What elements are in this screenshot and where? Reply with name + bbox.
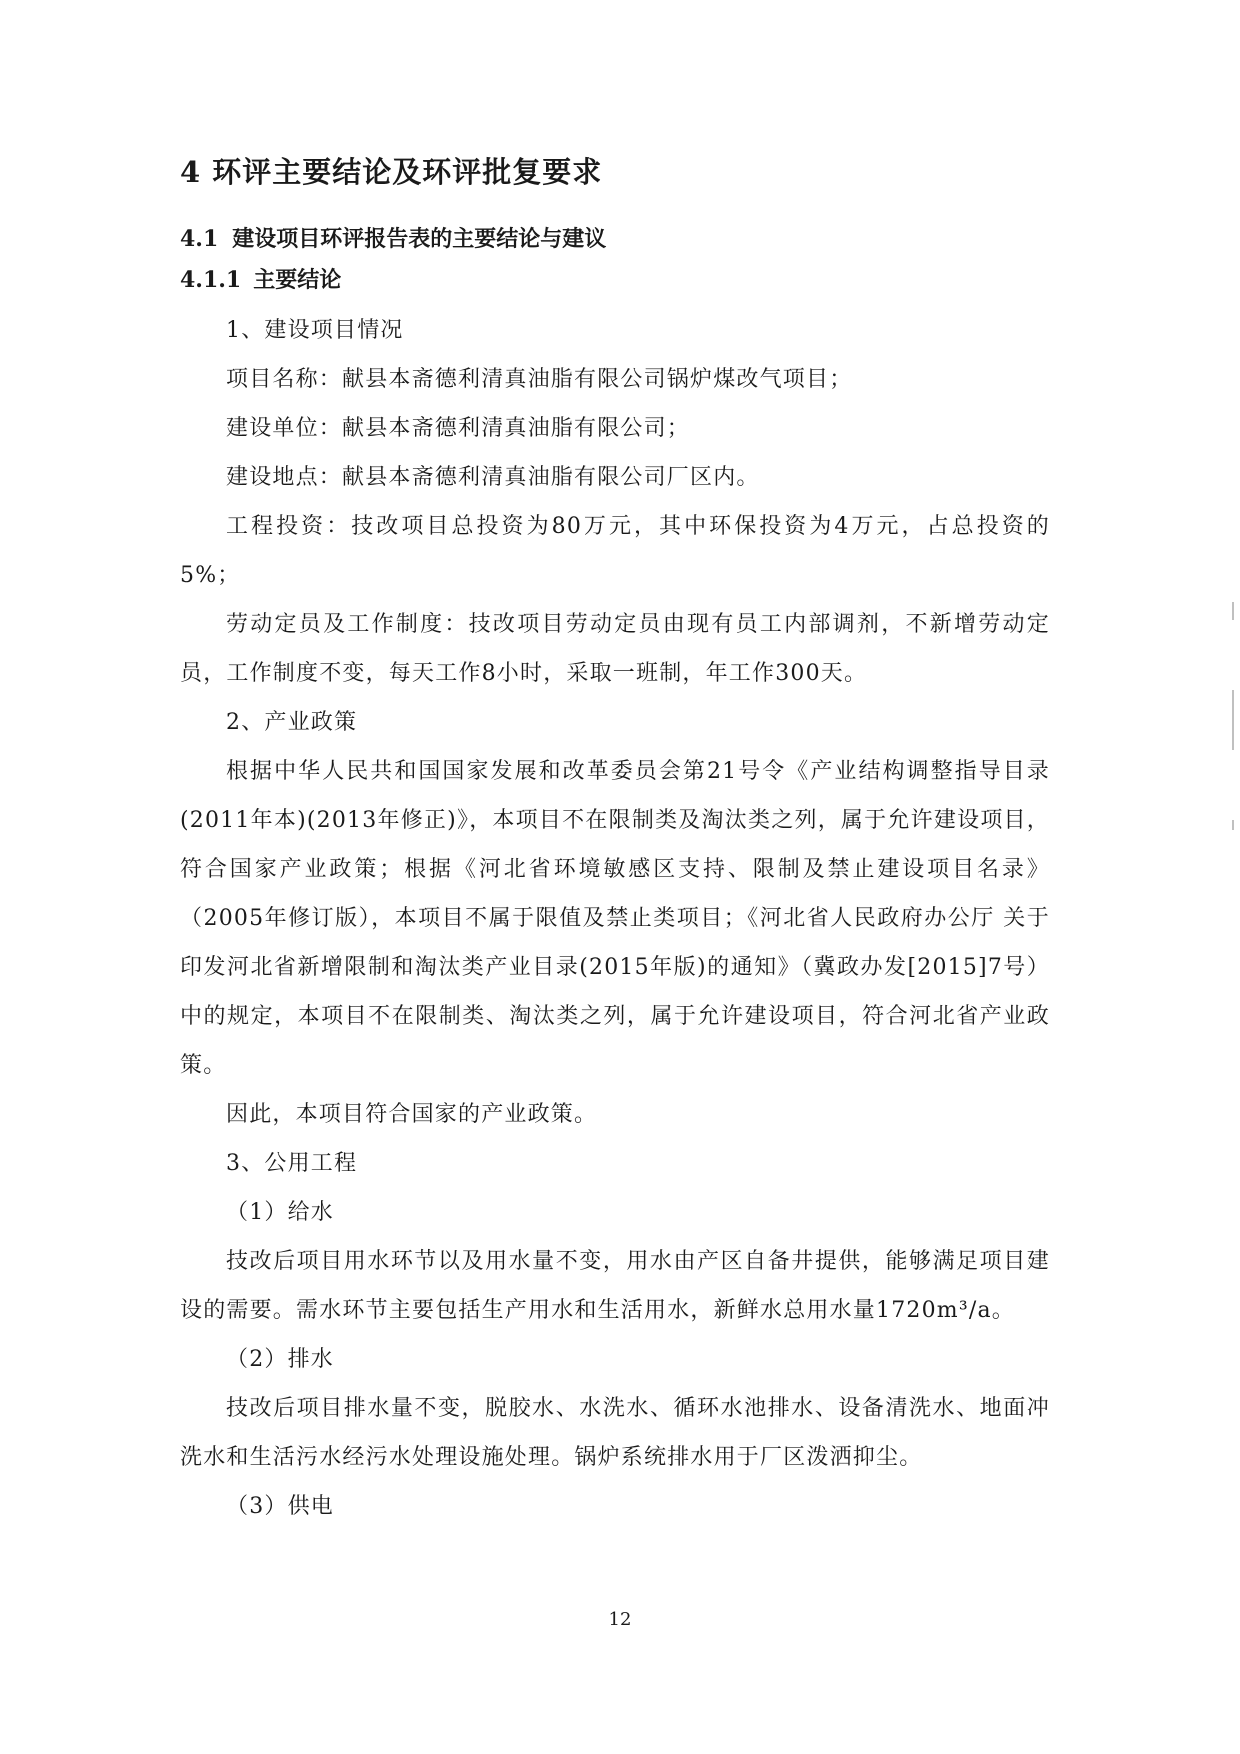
paragraph: 建设单位：献县本斋德利清真油脂有限公司； [226,416,691,441]
section-heading [180,222,606,256]
paragraph: （2）排水 [226,1347,334,1372]
paragraph: 根据中华人民共和国国家发展和改革委员会第21号令《产业结构调整指导目录(2011年本)(2013年修正)》，本项目不在限制类及淘汰类之列，属于允许建设项目，符合国家产业政策；根据《河北省环境敏感区支持、限制及禁止建设项目名录》（2005年修订版），本项目不属于限值及禁止类项目；《河北省人民政府办公厅 关于印发河北省新增限制和淘汰类产业目录(2015年版)的通知》（冀政办发[2015]7号）中的规定，本项目不在限制类、淘汰类之列，属于允许建设项目，符合河北省产业政策。 [180,759,1050,1078]
paragraph: 因此，本项目符合国家的产业政策。 [226,1102,598,1127]
paragraph: 3、公用工程 [226,1151,358,1176]
paragraph: 1、建设项目情况 [226,318,404,343]
scan-mark [1232,820,1234,830]
page-number: 12 [608,1609,632,1630]
paragraph: 劳动定员及工作制度：技改项目劳动定员由现有员工内部调剂，不新增劳动定员，工作制度不变，每天工作8小时，采取一班制，年工作300天。 [180,612,1050,686]
paragraph: （1）给水 [226,1200,334,1225]
paragraph: （3）供电 [226,1494,334,1519]
subsection-title: 主要结论 [253,267,342,293]
section-title: 建设项目环评报告表的主要结论与建议 [232,226,607,252]
subsection-heading [180,263,341,297]
section-number: 4.1 [180,226,219,252]
paragraph: 技改后项目排水量不变，脱胶水、水洗水、循环水池排水、设备清洗水、地面冲洗水和生活污水经污水处理设施处理。锅炉系统排水用于厂区泼洒抑尘。 [180,1396,1050,1470]
paragraph: 2、产业政策 [226,710,358,735]
body-text [180,306,1050,1531]
paragraph: 建设地点：献县本斋德利清真油脂有限公司厂区内。 [226,465,760,490]
paragraph: 项目名称：献县本斋德利清真油脂有限公司锅炉煤改气项目； [226,367,853,392]
chapter-heading: 4 环评主要结论及环评批复要求 [180,155,603,189]
scan-mark [1232,690,1234,750]
paragraph: 技改后项目用水环节以及用水量不变，用水由产区自备井提供，能够满足项目建设的需要。需水环节主要包括生产用水和生活用水，新鲜水总用水量1720m³/a。 [180,1249,1050,1323]
subsection-number: 4.1.1 [180,267,242,293]
paragraph: 工程投资：技改项目总投资为80万元，其中环保投资为4万元，占总投资的5%； [180,514,1050,588]
scan-mark [1232,602,1234,620]
